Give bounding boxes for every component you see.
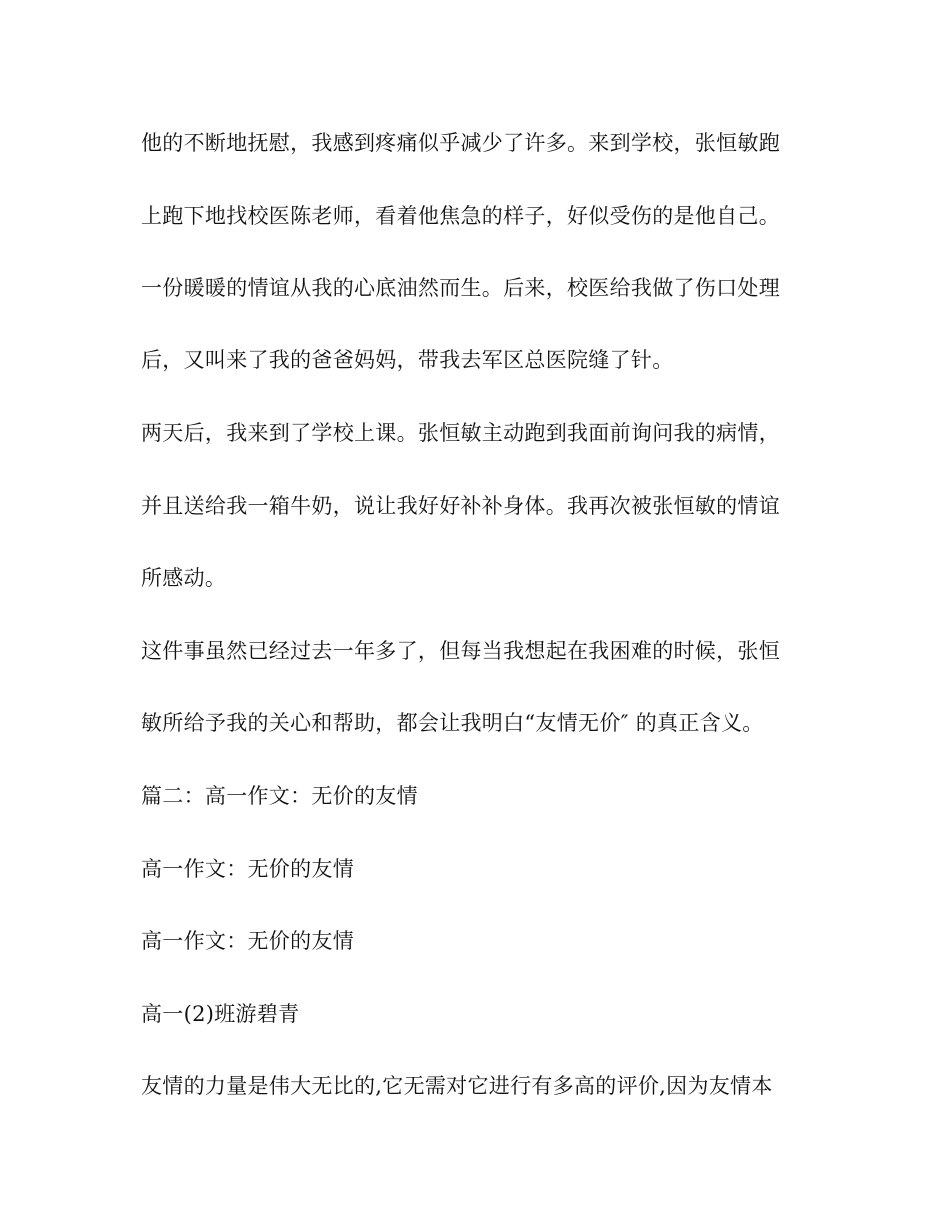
text-line: 两天后，我来到了学校上课。张恒敏主动跑到我面前询问我的病情， <box>141 421 780 445</box>
text-line: 他的不断地抚慰，我感到疼痛似乎减少了许多。来到学校，张恒敏跑 <box>141 131 780 155</box>
text-line: 并且送给我一箱牛奶，说让我好好补补身体。我再次被张恒敏的情谊 <box>141 494 780 518</box>
text-line: 敏所给予我的关心和帮助，都会让我明白“友情无价″ 的真正含义。 <box>141 711 764 735</box>
text-line: 友情的力量是伟大无比的,它无需对它进行有多高的评价,因为友情本 <box>141 1074 773 1098</box>
essay-title: 高一作文：无价的友情 <box>141 857 354 881</box>
author-line: 高一(2)班游碧青 <box>141 1002 300 1026</box>
text-line: 上跑下地找校医陈老师，看着他焦急的样子，好似受伤的是他自己。 <box>141 204 780 228</box>
text-line: 所感动。 <box>141 566 227 590</box>
essay-title: 高一作文：无价的友情 <box>141 929 354 953</box>
text-line: 后，又叫来了我的爸爸妈妈，带我去军区总医院缝了针。 <box>141 348 674 372</box>
section-heading: 篇二：高一作文：无价的友情 <box>141 784 418 808</box>
text-line: 一份暖暖的情谊从我的心底油然而生。后来，校医给我做了伤口处理 <box>141 276 780 300</box>
text-line: 这件事虽然已经过去一年多了，但每当我想起在我困难的时候，张恒 <box>141 639 780 663</box>
